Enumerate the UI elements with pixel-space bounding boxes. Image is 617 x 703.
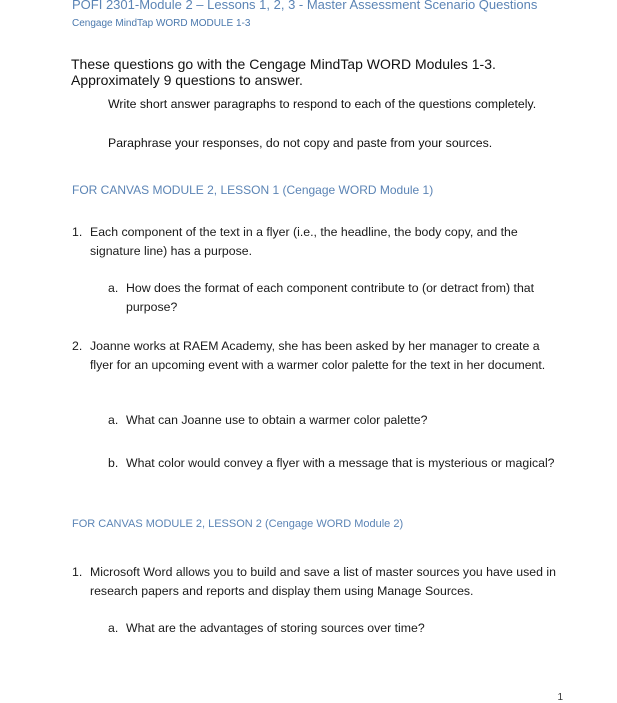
- sub-question-item: [108, 454, 558, 473]
- page-number: 1: [557, 692, 563, 703]
- sub-question-letter: b.: [108, 456, 119, 470]
- sub-question-item: [108, 411, 558, 430]
- question-text: Microsoft Word allows you to build and save a list of master sources you have used in research papers and reports and display them using Manage Sources.: [90, 565, 556, 598]
- question-item: [72, 563, 562, 600]
- section-heading-lesson-2: FOR CANVAS MODULE 2, LESSON 2 (Cengage WORD Module 2): [72, 518, 404, 530]
- sub-question-letter: a.: [108, 413, 119, 427]
- document-header-subtitle: Cengage MindTap WORD MODULE 1-3: [72, 18, 251, 29]
- instruction-paraphrase: Paraphrase your responses, do not copy and paste from your sources.: [108, 136, 493, 150]
- sub-question-item: [108, 279, 558, 316]
- question-text: Joanne works at RAEM Academy, she has been asked by her manager to create a flyer for an upcoming event with a warmer color palette for the text in her document.: [90, 339, 546, 372]
- intro-paragraph: These questions go with the Cengage MindTap WORD Modules 1-3. Approximately 9 questions to answer.: [71, 56, 496, 88]
- sub-question-letter: a.: [108, 621, 119, 635]
- sub-question-letter: a.: [108, 281, 119, 295]
- question-item: [72, 337, 562, 374]
- instruction-answer-style: Write short answer paragraphs to respond to each of the questions completely.: [108, 97, 537, 111]
- question-number: 1.: [72, 225, 83, 239]
- section-heading-lesson-1: FOR CANVAS MODULE 2, LESSON 1 (Cengage WORD Module 1): [72, 183, 434, 197]
- sub-question-item: [108, 619, 558, 638]
- question-number: 1.: [72, 565, 83, 579]
- question-item: [72, 223, 562, 260]
- sub-question-text: What are the advantages of storing sources over time?: [126, 621, 425, 635]
- question-number: 2.: [72, 339, 83, 353]
- sub-question-text: How does the format of each component contribute to (or detract from) that purpose?: [126, 281, 535, 314]
- sub-question-text: What color would convey a flyer with a message that is mysterious or magical?: [126, 456, 555, 470]
- sub-question-text: What can Joanne use to obtain a warmer color palette?: [126, 413, 428, 427]
- document-header-title: POFI 2301-Module 2 – Lessons 1, 2, 3 - Master Assessment Scenario Questions: [72, 0, 538, 12]
- question-text: Each component of the text in a flyer (i.e., the headline, the body copy, and the signature line) has a purpose.: [90, 225, 518, 258]
